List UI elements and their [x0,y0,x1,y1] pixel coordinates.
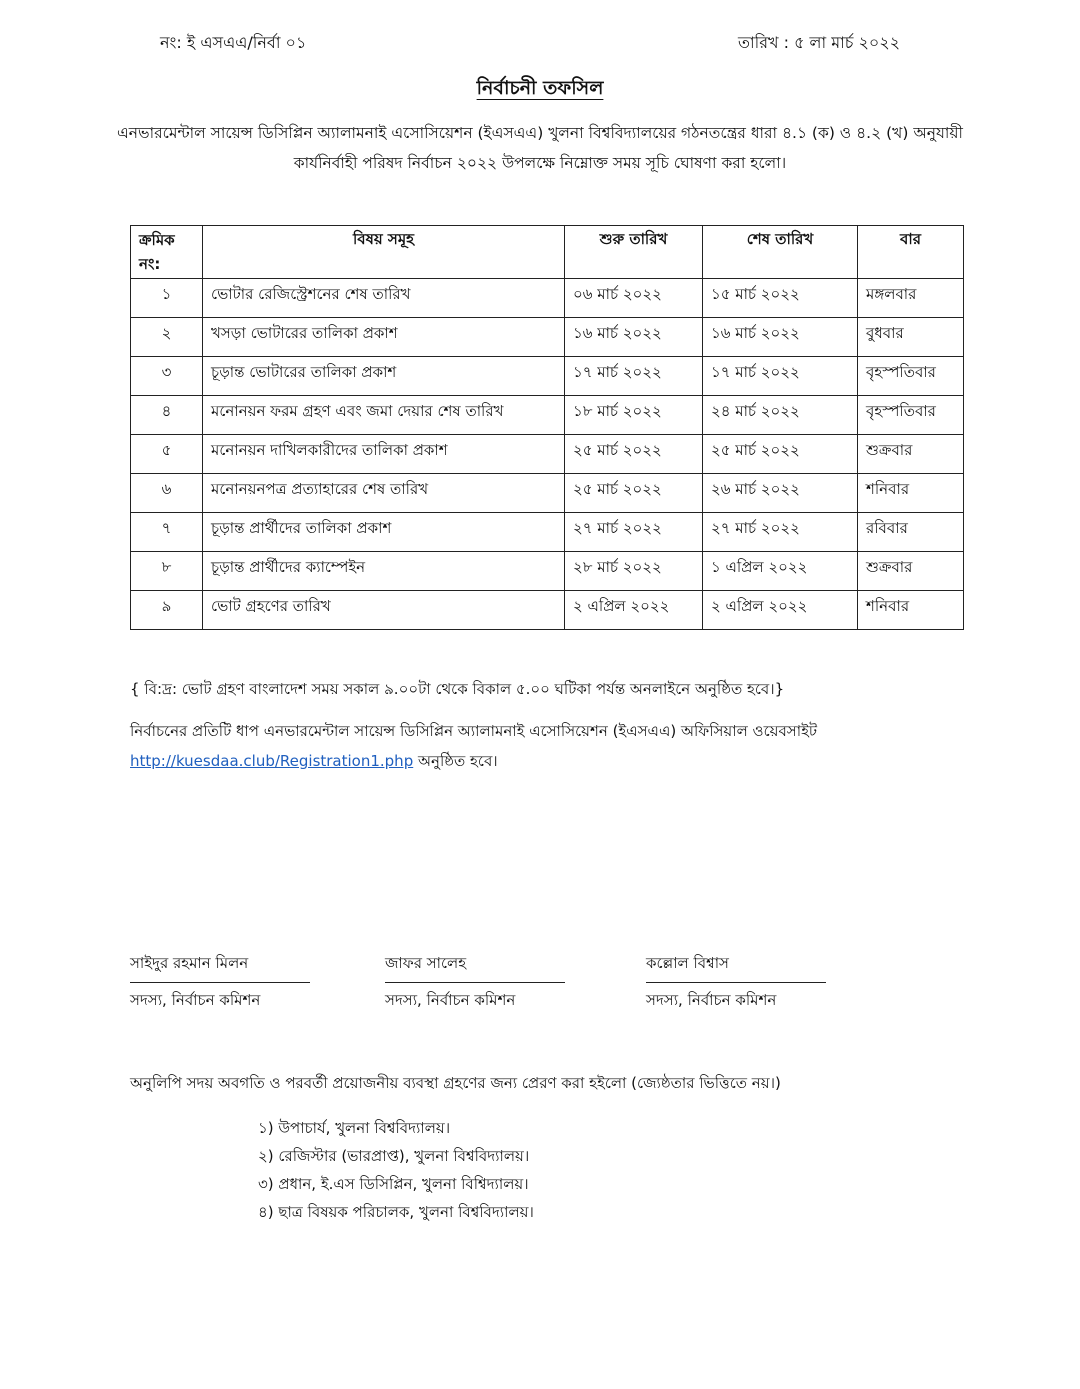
cell-serial: ৩ [131,357,203,396]
cell-start-date: ২৫ মার্চ ২০২২ [565,435,703,474]
copy-note: অনুলিপি সদয় অবগতি ও পরবর্তী প্রয়োজনীয় ব্যবস্থা গ্রহণের জন্য প্রেরণ করা হইলো (জ্যেষ্ঠতার ভিত্তিতে নয়।) [130,1074,781,1092]
registration-link[interactable]: http://kuesdaa.club/Registration1.php [130,752,414,770]
website-paragraph [130,716,950,776]
notice-date: তারিখ : ৫ লা মার্চ ২০২২ [738,33,901,52]
cell-end-date: ১৫ মার্চ ২০২২ [703,279,858,318]
list-item: ৩) প্রধান, ই.এস ডিসিপ্লিন, খুলনা বিশ্বিদ্যালয়। [258,1175,529,1193]
table-row [131,279,964,318]
cell-day: শনিবার [858,474,964,513]
cell-start-date: ১৬ মার্চ ২০২২ [565,318,703,357]
cell-subject: খসড়া ভোটারের তালিকা প্রকাশ [203,318,565,357]
list-item: ২) রেজিস্টার (ভারপ্রাপ্ত), খুলনা বিশ্ববিদ্যালয়। [258,1147,530,1165]
cell-start-date: ২৮ মার্চ ২০২২ [565,552,703,591]
cell-subject: চূড়ান্ত ভোটারের তালিকা প্রকাশ [203,357,565,396]
cell-day: রবিবার [858,513,964,552]
list-item: ১) উপাচার্য, খুলনা বিশ্ববিদ্যালয়। [258,1119,451,1137]
signature-line [646,982,826,983]
cell-subject: মনোনয়নপত্র প্রত্যাহারের শেষ তারিখ [203,474,565,513]
signatory-name: সাইদুর রহমান মিলন [130,954,249,972]
cell-serial: ৮ [131,552,203,591]
cell-subject: ভোটার রেজিস্ট্রেশনের শেষ তারিখ [203,279,565,318]
table-row [131,318,964,357]
cell-end-date: ১৭ মার্চ ২০২২ [703,357,858,396]
signatory-role: সদস্য, নির্বাচন কমিশন [646,991,777,1009]
table-row [131,513,964,552]
column-header-subject: বিষয় সমূহ [203,226,565,279]
cell-subject: মনোনয়ন ফরম গ্রহণ এবং জমা দেয়ার শেষ তারিখ [203,396,565,435]
cell-end-date: ২৫ মার্চ ২০২২ [703,435,858,474]
table-row [131,474,964,513]
signatory-name: জাফর সালেহ [385,954,467,972]
cell-end-date: ২ এপ্রিল ২০২২ [703,591,858,630]
cell-start-date: ১৭ মার্চ ২০২২ [565,357,703,396]
table-row [131,591,964,630]
signatory-name: কল্লোল বিশ্বাস [646,954,729,972]
signature-block-2 [385,952,565,1014]
cell-day: শুক্রবার [858,552,964,591]
cell-day: মঙ্গলবার [858,279,964,318]
signature-line [385,982,565,983]
cell-day: শনিবার [858,591,964,630]
cell-end-date: ২৬ মার্চ ২০২২ [703,474,858,513]
cell-serial: ১ [131,279,203,318]
table-row [131,435,964,474]
cell-start-date: ১৮ মার্চ ২০২২ [565,396,703,435]
column-header-end-date: শেষ তারিখ [703,226,858,279]
cell-end-date: ২৪ মার্চ ২০২২ [703,396,858,435]
website-paragraph-suffix: অনুষ্ঠিত হবে। [418,752,498,770]
table-row [131,552,964,591]
cell-day: বৃহস্পতিবার [858,396,964,435]
cell-start-date: ০৬ মার্চ ২০২২ [565,279,703,318]
cell-serial: ৬ [131,474,203,513]
cell-end-date: ১ এপ্রিল ২০২২ [703,552,858,591]
cell-end-date: ২৭ মার্চ ২০২২ [703,513,858,552]
recipient-list [258,1114,534,1226]
column-header-serial: ক্রমিক নং: [131,226,203,279]
cell-subject: মনোনয়ন দাখিলকারীদের তালিকা প্রকাশ [203,435,565,474]
signature-line [130,982,310,983]
table-row [131,357,964,396]
signatory-role: সদস্য, নির্বাচন কমিশন [385,991,516,1009]
cell-subject: চূড়ান্ত প্রার্থীদের তালিকা প্রকাশ [203,513,565,552]
signature-block-3 [646,952,826,1014]
website-paragraph-text: নির্বাচনের প্রতিটি ধাপ এনভারমেন্টাল সায়েন্স ডিসিপ্লিন অ্যালামনাই এসোসিয়েশন (ইএসএএ) অফিসিয়াল ওয়েবসাইট [130,722,818,740]
cell-serial: ৭ [131,513,203,552]
list-item: ৪) ছাত্র বিষয়ক পরিচালক, খুলনা বিশ্ববিদ্যালয়। [258,1203,534,1221]
table-header-row [131,226,964,279]
cell-serial: ৯ [131,591,203,630]
page-title [0,74,1080,106]
signature-block-1 [130,952,310,1014]
cell-start-date: ২৫ মার্চ ২০২২ [565,474,703,513]
cell-subject: ভোট গ্রহণের তারিখ [203,591,565,630]
table-row [131,396,964,435]
cell-day: বৃহস্পতিবার [858,357,964,396]
signatory-role: সদস্য, নির্বাচন কমিশন [130,991,261,1009]
cell-serial: ৫ [131,435,203,474]
column-header-start-date: শুরু তারিখ [565,226,703,279]
cell-day: বুধবার [858,318,964,357]
cell-serial: ২ [131,318,203,357]
reference-number: নং: ই এসএএ/নির্বা ০১ [160,33,307,52]
cell-day: শুক্রবার [858,435,964,474]
cell-serial: ৪ [131,396,203,435]
cell-end-date: ১৬ মার্চ ২০২২ [703,318,858,357]
election-schedule-table [130,225,964,630]
column-header-day: বার [858,226,964,279]
cell-subject: চূড়ান্ত প্রার্থীদের ক্যাম্পেইন [203,552,565,591]
cell-start-date: ২৭ মার্চ ২০২২ [565,513,703,552]
intro-paragraph: এনভারমেন্টাল সায়েন্স ডিসিপ্লিন অ্যালামনাই এসোসিয়েশন (ইএসএএ) খুলনা বিশ্ববিদ্যালয়ের গঠনতন্ত্রের ধারা ৪.১ (ক) ও ৪.২ (খ) অনুযায়ী কার্যনির্বাহী পরিষদ নির্বাচন ২০২২ উপলক্ষে নিম্নোক্ত সময় সূচি ঘোষণা করা হলো। [117,124,963,172]
cell-start-date: ২ এপ্রিল ২০২২ [565,591,703,630]
voting-time-note: { বি:দ্র: ভোট গ্রহণ বাংলাদেশ সময় সকাল ৯.০০টা থেকে বিকাল ৫.০০ ঘটিকা পর্যন্ত অনলাইনে অনুষ্ঠিত হবে।} [130,680,785,698]
page-title-text: নির্বাচনী তফসিল [476,77,604,99]
